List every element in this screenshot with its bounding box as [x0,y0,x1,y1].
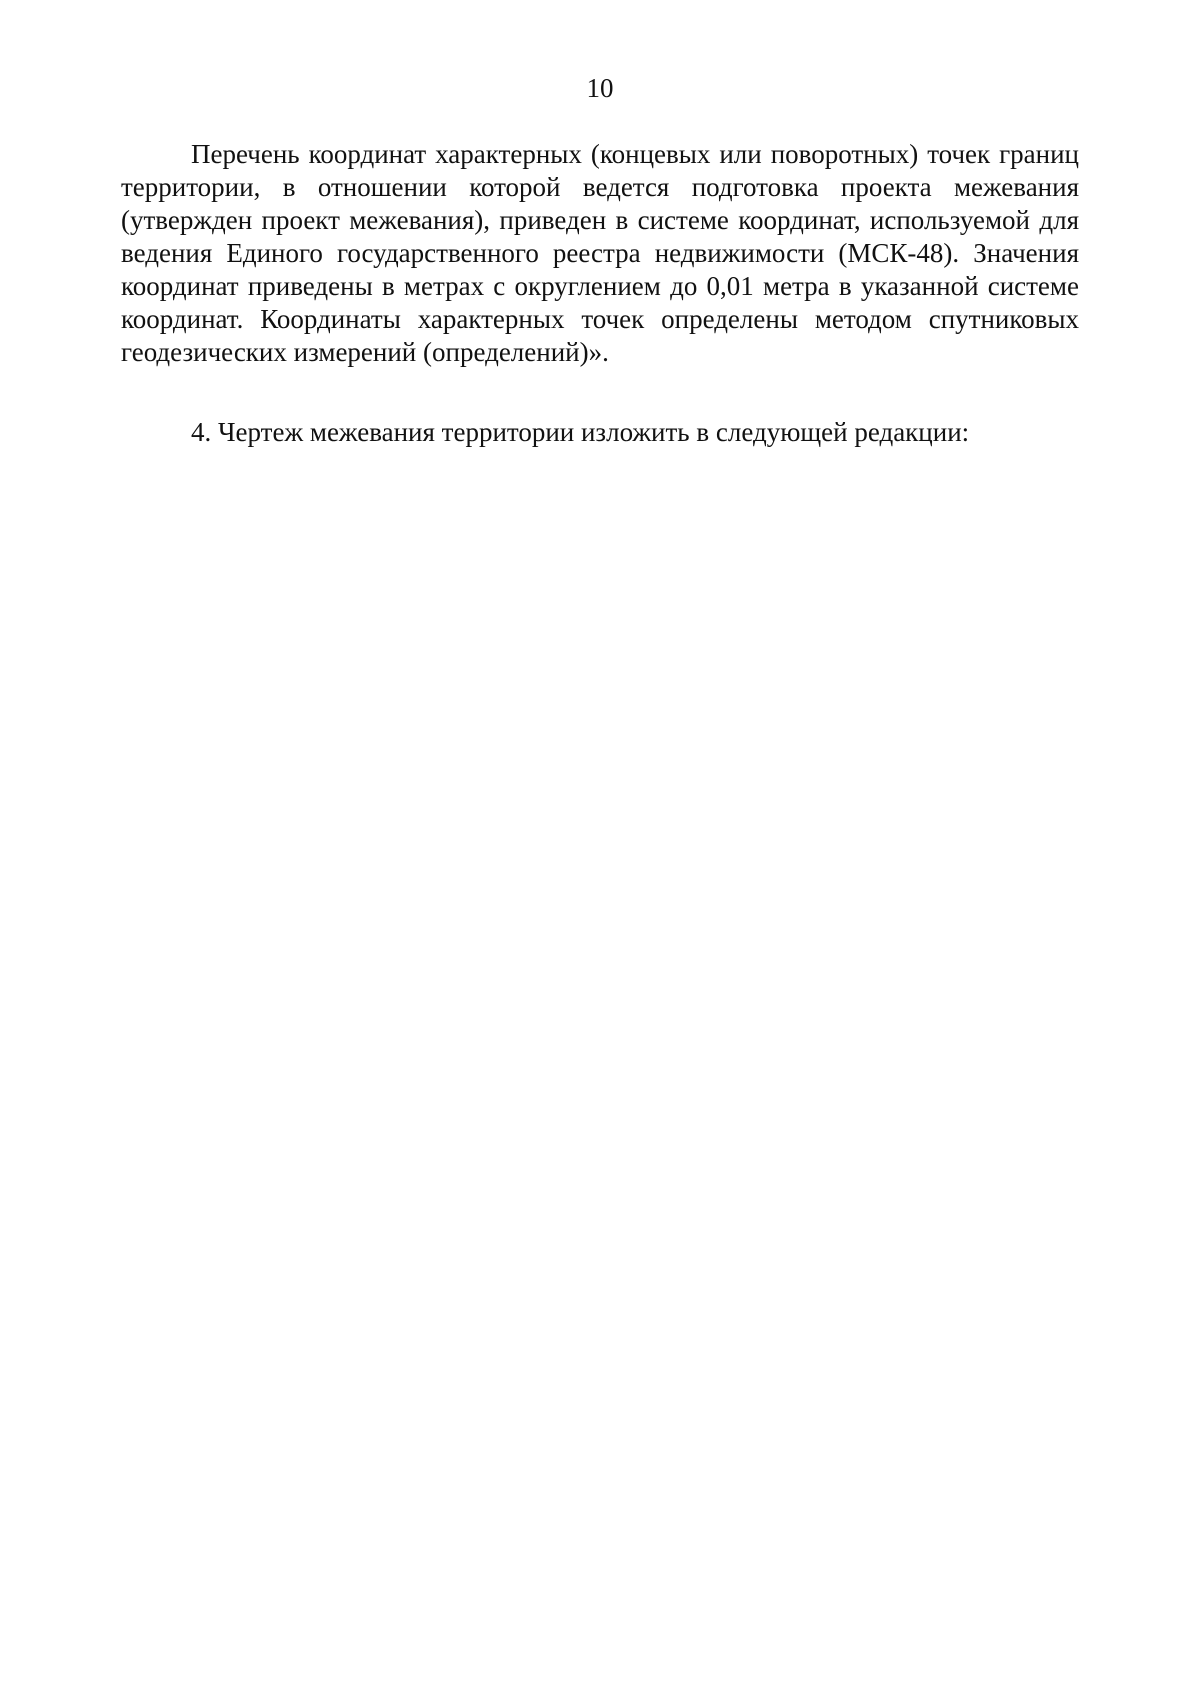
coordinates-paragraph: Перечень координат характерных (концевых или поворотных) точек границ территории, в отношении которой ведется подготовка проекта межевания (утвержден проект межевания), приведен в системе координат, используемой для ведения Единого государственного реестра недвижимости (МСК-48). Значения координат приведены в метрах с округлением до 0,01 метра в указанной системе координат. Координаты характерных точек определены методом спутниковых геодезических измерений (определений)». [121,139,1079,367]
item-4-paragraph: 4. Чертеж межевания территории изложить в следующей редакции: [191,417,970,447]
coordinates-paragraph-container [121,138,1079,369]
page-number: 10 [586,73,614,103]
item-4-paragraph-container [121,416,1079,449]
